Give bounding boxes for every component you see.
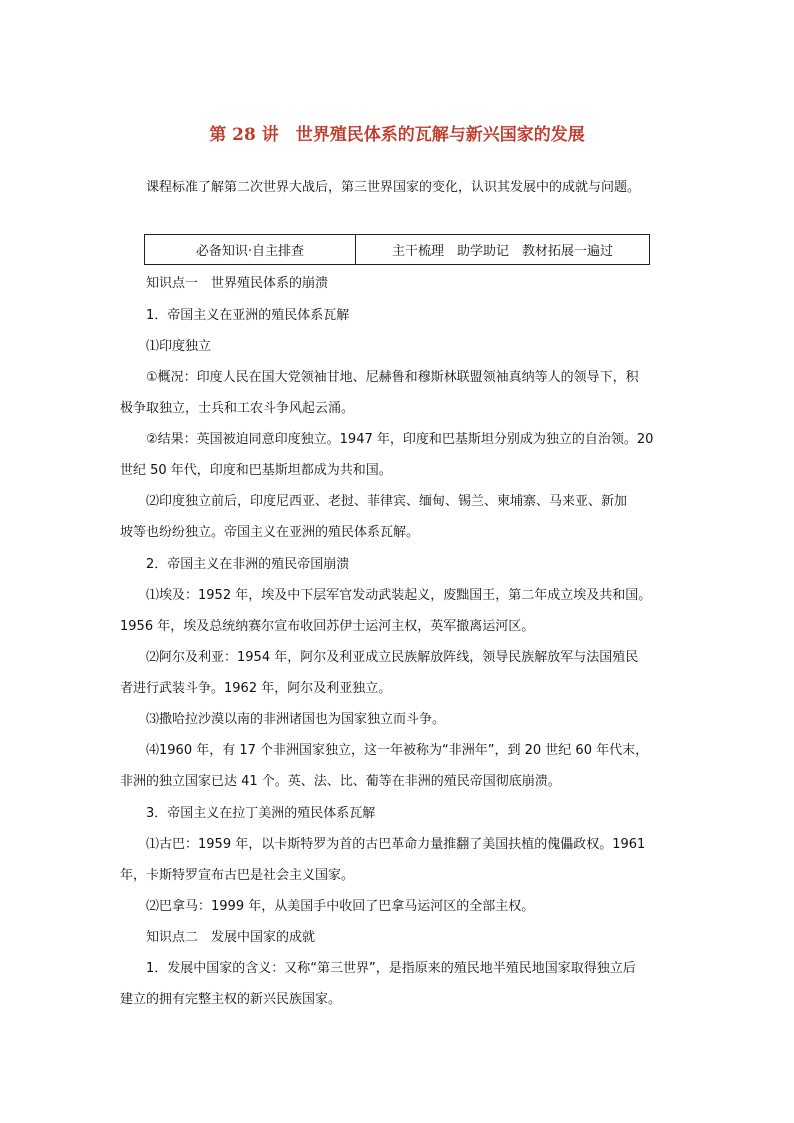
text-line: 1956 年，埃及总统纳赛尔宣布收回苏伊士运河主权，英军撤离运河区。 bbox=[120, 619, 535, 634]
text-line: 世纪 50 年代，印度和巴基斯坦都成为共和国。 bbox=[120, 463, 392, 478]
page-title: 第 28 讲 世界殖民体系的瓦解与新兴国家的发展 bbox=[209, 125, 585, 145]
section-heading: 1．帝国主义在亚洲的殖民体系瓦解 bbox=[146, 308, 350, 323]
sub-heading: ⑴印度独立 bbox=[146, 339, 212, 354]
text-line: ⑴古巴：1959 年，以卡斯特罗为首的古巴革命力量推翻了美国扶植的傀儡政权。1961 bbox=[146, 837, 646, 852]
text-line: ⑵巴拿马：1999 年，从美国手中收回了巴拿马运河区的全部主权。 bbox=[146, 899, 535, 914]
text-line: 非洲的独立国家已达 41 个。英、法、比、葡等在非洲的殖民帝国彻底崩溃。 bbox=[120, 774, 561, 789]
text-line: ⑴埃及：1952 年，埃及中下层军官发动武装起义，废黜国王，第二年成立埃及共和国。 bbox=[146, 588, 652, 603]
text-line: ⑵印度独立前后，印度尼西亚、老挝、菲律宾、缅甸、锡兰、柬埔寨、马来亚、新加 bbox=[146, 494, 628, 509]
knowledge-heading-2: 知识点二 发展中国家的成就 bbox=[146, 930, 316, 945]
box-right-label: 主干梳理 助学助记 教材拓展一遍过 bbox=[391, 244, 613, 259]
text-line: ⑷1960 年，有 17 个非洲国家独立，这一年被称为“非洲年”，到 20 世纪 60 年代末， bbox=[146, 743, 649, 758]
text-line: 者进行武装斗争。1962 年，阿尔及利亚独立。 bbox=[120, 681, 392, 696]
text-line: 建立的拥有完整主权的新兴民族国家。 bbox=[120, 992, 342, 1007]
course-standard: 课程标准了解第二次世界大战后，第三世界国家的变化，认识其发展中的成就与问题。 bbox=[146, 180, 641, 195]
text-line: 年，卡斯特罗宣布古巴是社会主义国家。 bbox=[120, 868, 355, 883]
section-heading: 2．帝国主义在非洲的殖民帝国崩溃 bbox=[146, 557, 350, 572]
text-line: 坡等也纷纷独立。帝国主义在亚洲的殖民体系瓦解。 bbox=[120, 525, 420, 540]
section-heading: 3．帝国主义在拉丁美洲的殖民体系瓦解 bbox=[146, 806, 376, 821]
text-line: ①概况：印度人民在国大党领袖甘地、尼赫鲁和穆斯林联盟领袖真纳等人的领导下，积 bbox=[146, 370, 639, 385]
knowledge-heading-1: 知识点一 世界殖民体系的崩溃 bbox=[146, 276, 329, 291]
section-box bbox=[144, 234, 650, 265]
text-line: ⑶撒哈拉沙漠以南的非洲诸国也为国家独立而斗争。 bbox=[146, 712, 446, 727]
box-left-label: 必备知识·自主排查 bbox=[145, 235, 356, 264]
text-line: ⑵阿尔及利亚：1954 年，阿尔及利亚成立民族解放阵线，领导民族解放军与法国殖民 bbox=[146, 650, 639, 665]
text-line: 极争取独立，士兵和工农斗争风起云涌。 bbox=[120, 401, 355, 416]
text-line: ②结果：英国被迫同意印度独立。1947 年，印度和巴基斯坦分别成为独立的自治领。20 bbox=[146, 432, 654, 447]
text-line: 1．发展中国家的含义：又称“第三世界”，是指原来的殖民地半殖民地国家取得独立后 bbox=[146, 961, 636, 976]
